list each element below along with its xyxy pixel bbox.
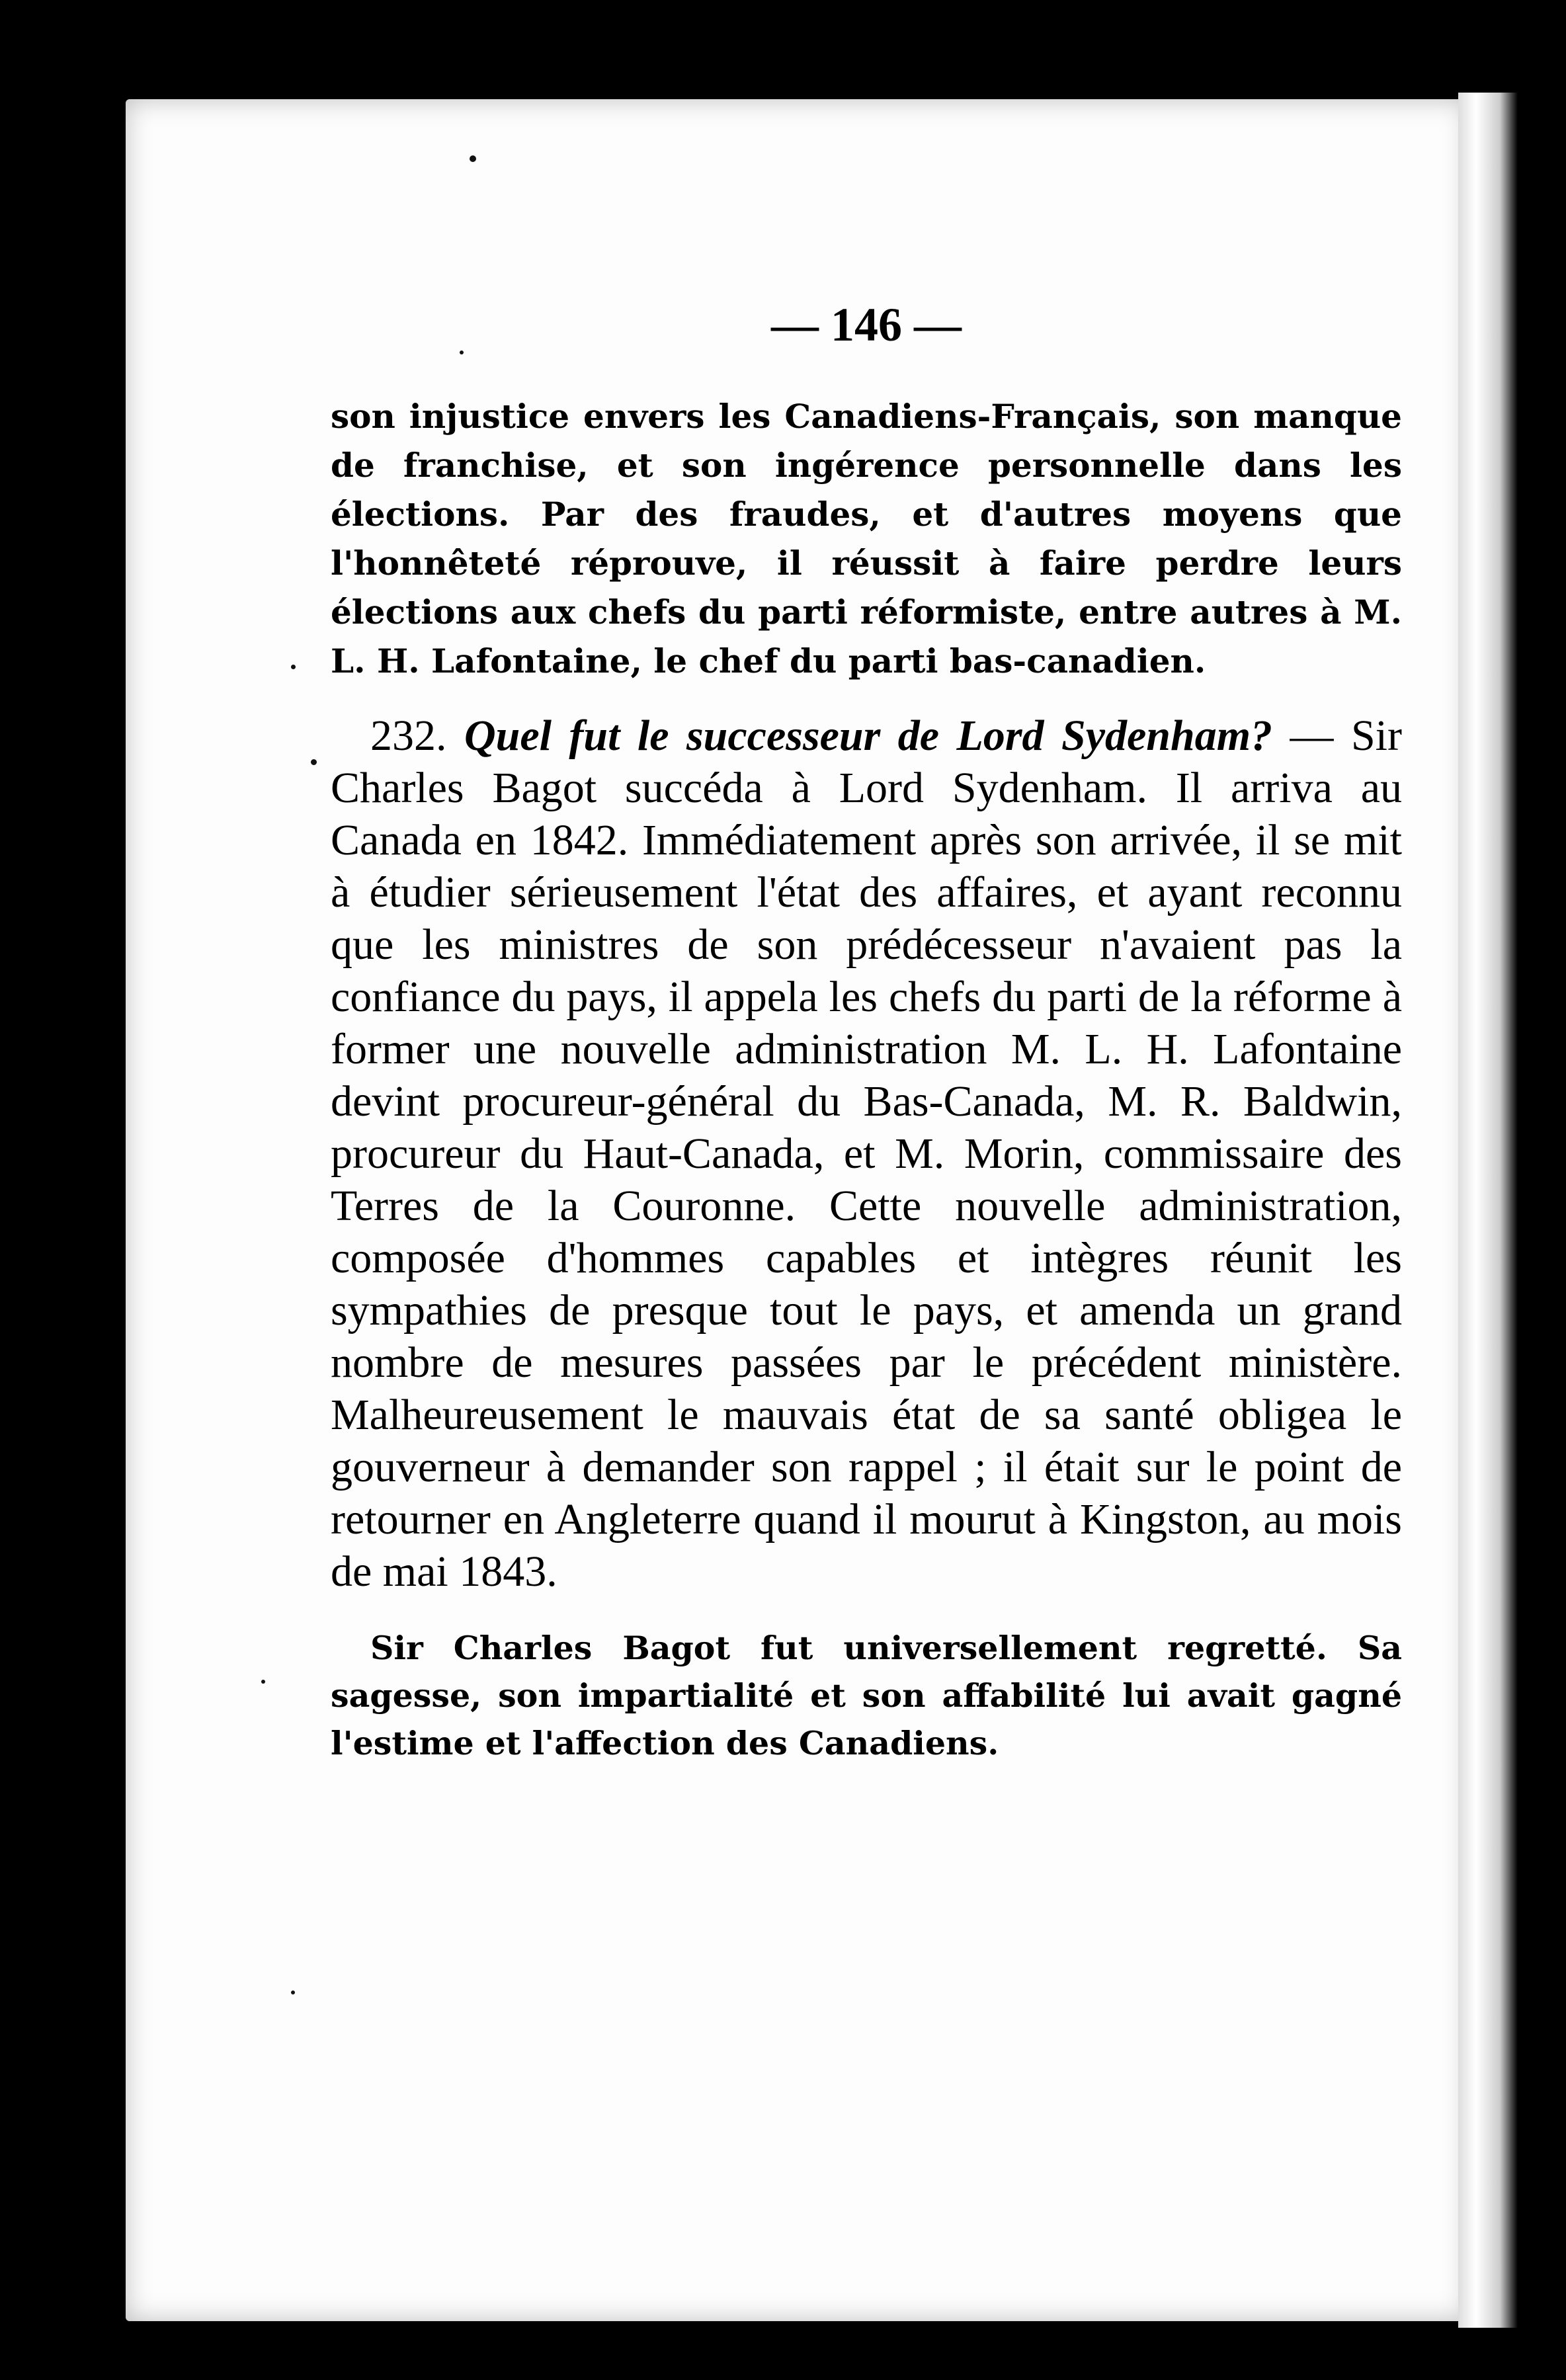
page-number: — 146 — [771,298,962,351]
note-paragraph: Sir Charles Bagot fut universellement regretté. Sa sagesse, son impartialité et son affabilité lui avait gagné l'estime et l'affection des Canadiens. [331,1629,1402,1762]
print-speck [291,1990,295,1994]
continuation-paragraph: son injustice envers les Canadiens-Français, son manque de franchise, et son ingérence personnelle dans les élections. Par des fraudes, et d'autres moyens que l'honnêteté réprouve, il réussit à faire perdre leurs élections aux chefs du parti réformiste, entre autres à M. L. H. Lafontaine, le chef du parti bas-canadien. [331,397,1402,680]
print-speck [291,665,296,669]
question-answer-paragraph [331,710,1402,1598]
question-number: 232. [370,712,447,760]
print-speck [470,155,476,162]
print-speck [311,759,317,765]
page-text [331,298,1402,1767]
question-text: Quel fut le successeur de Lord Sydenham? [464,712,1273,760]
print-speck [261,1680,265,1684]
page-edge-shadow [1458,93,1518,2328]
answer-text: — Sir Charles Bagot succéda à Lord Sydenham. Il arriva au Canada en 1842. Immédiatement après son arrivée, il se mit à étudier sérieusement l'état des affaires, et ayant reconnu que les ministres de son prédécesseur n'avaient pas la confiance du pays, il appela les chefs du parti de la réforme à former une nouvelle administration M. L. H. Lafontaine devint procureur-général du Bas-Canada, M. R. Baldwin, procureur du Haut-Canada, et M. Morin, commissaire des Terres de la Couronne. Cette nouvelle administration, composée d'hommes capables et intègres réunit les sympathies de presque tout le pays, et amenda un grand nombre de mesures passées par le précédent ministère. Malheureusement le mauvais état de sa santé obligea le gouverneur à demander son rappel ; il était sur le point de retourner en Angleterre quand il mourut à Kingston, au mois de mai 1843. [331,712,1402,1596]
